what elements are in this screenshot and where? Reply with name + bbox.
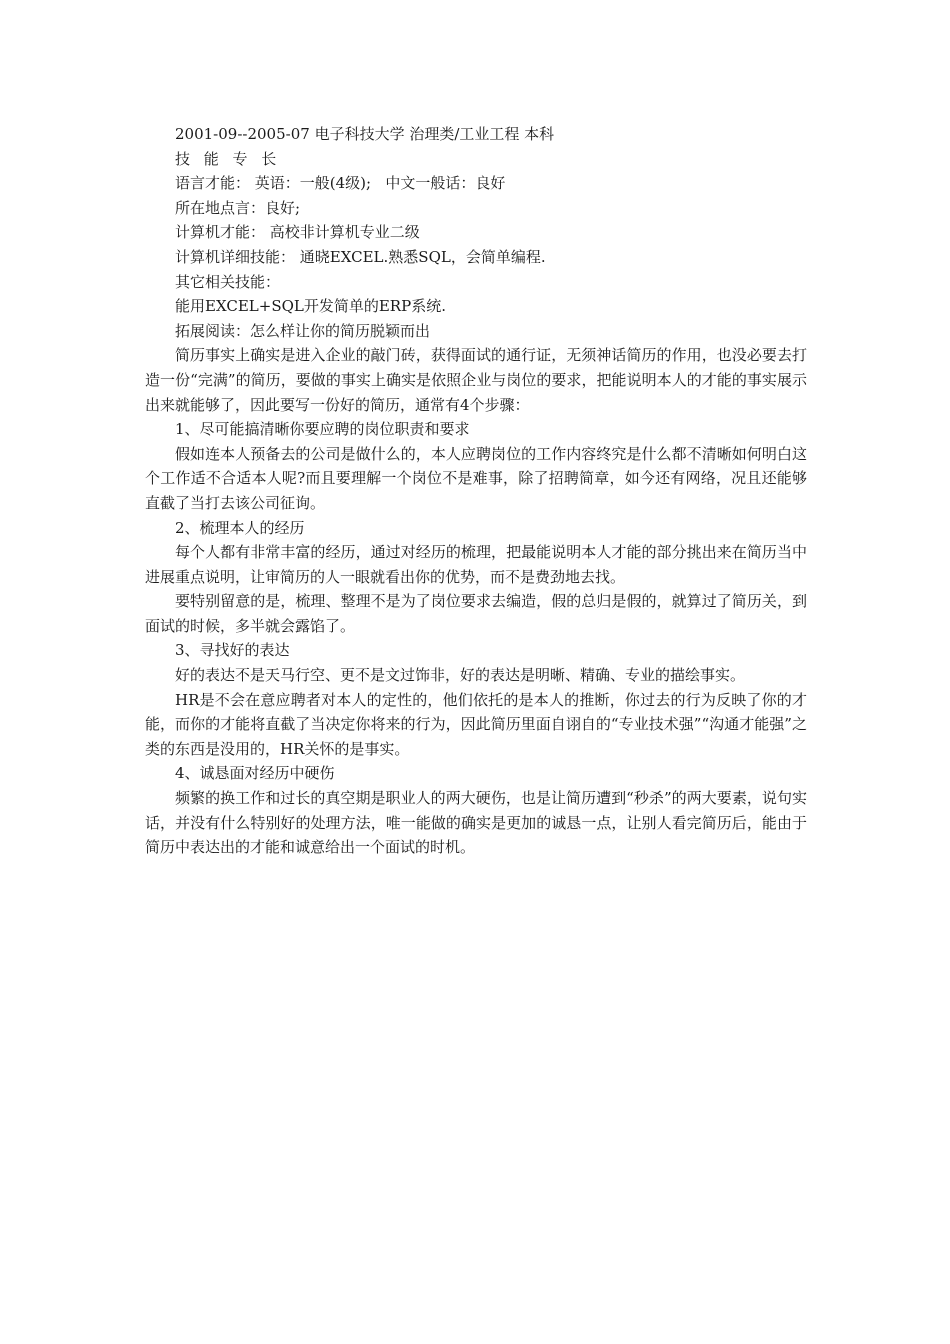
- language-skills-line: 语言才能： 英语：一般(4级); 中文一般话：良好: [175, 174, 506, 193]
- computer-detail-line: 计算机详细技能： 通晓EXCEL.熟悉SQL，会简单编程.: [175, 247, 546, 266]
- step1-heading: 1、尽可能搞清晰你要应聘的岗位职责和要求: [175, 420, 470, 439]
- step2-heading: 2、梳理本人的经历: [175, 518, 305, 537]
- step4-paragraph: 频繁的换工作和过长的真空期是职业人的两大硬伤，也是让简历遭到“秒杀”的两大要素，说句实话，并没有什么特别好的处理方法，唯一能做的确实是更加的诚恳一点，让别人看完简历后，能由于简历中表达出的才能和诚意给出一个面试的时机。: [145, 789, 807, 857]
- step3-paragraph-2: HR是不会在意应聘者对本人的定性的，他们依托的是本人的推断，你过去的行为反映了你的才能，而你的才能将直截了当决定你将来的行为，因此简历里面自诩自的“专业技术强”“沟通才能强”之类的东西是没用的，HR关怀的是事实。: [145, 690, 807, 758]
- education-line: 2001-09--2005-07 电子科技大学 治理类/工业工程 本科: [175, 125, 555, 143]
- other-skills-label: 其它相关技能：: [175, 272, 281, 291]
- intro-paragraph: 简历事实上确实是进入企业的敲门砖，获得面试的通行证，无须神话简历的作用，也没必要去打造一份“完满”的简历，要做的事实上确实是依照企业与岗位的要求，把能说明本人的才能的事实展示出来就能够了，因此要写一份好的简历，通常有4个步骤：: [145, 346, 807, 414]
- computer-skills-line: 计算机才能： 高校非计算机专业二级: [175, 223, 420, 242]
- skills-heading: 技 能 专 长: [175, 149, 281, 168]
- local-language-line: 所在地点言：良好;: [175, 198, 301, 217]
- step2-paragraph-2: 要特别留意的是，梳理、整理不是为了岗位要求去编造，假的总归是假的，就算过了简历关，到面试的时候，多半就会露馅了。: [145, 592, 807, 635]
- step3-heading: 3、寻找好的表达: [175, 641, 290, 660]
- step3-paragraph-1: 好的表达不是天马行空、更不是文过饰非，好的表达是明晰、精确、专业的描绘事实。: [175, 666, 746, 685]
- document-body: [145, 122, 807, 860]
- step4-heading: 4、诚恳面对经历中硬伤: [175, 764, 335, 783]
- other-skills-value: 能用EXCEL+SQL开发简单的ERP系统.: [175, 297, 446, 316]
- extended-reading-line: 拓展阅读：怎么样让你的简历脱颖而出: [175, 321, 431, 340]
- step1-paragraph: 假如连本人预备去的公司是做什么的，本人应聘岗位的工作内容终究是什么都不清晰如何明白这个工作适不合适本人呢?而且要理解一个岗位不是难事，除了招聘简章，如今还有网络，况且还能够直截了当打去该公司征询。: [145, 444, 807, 512]
- step2-paragraph-1: 每个人都有非常丰富的经历，通过对经历的梳理，把最能说明本人才能的部分挑出来在简历当中进展重点说明，让审简历的人一眼就看出你的优势，而不是费劲地去找。: [145, 543, 807, 586]
